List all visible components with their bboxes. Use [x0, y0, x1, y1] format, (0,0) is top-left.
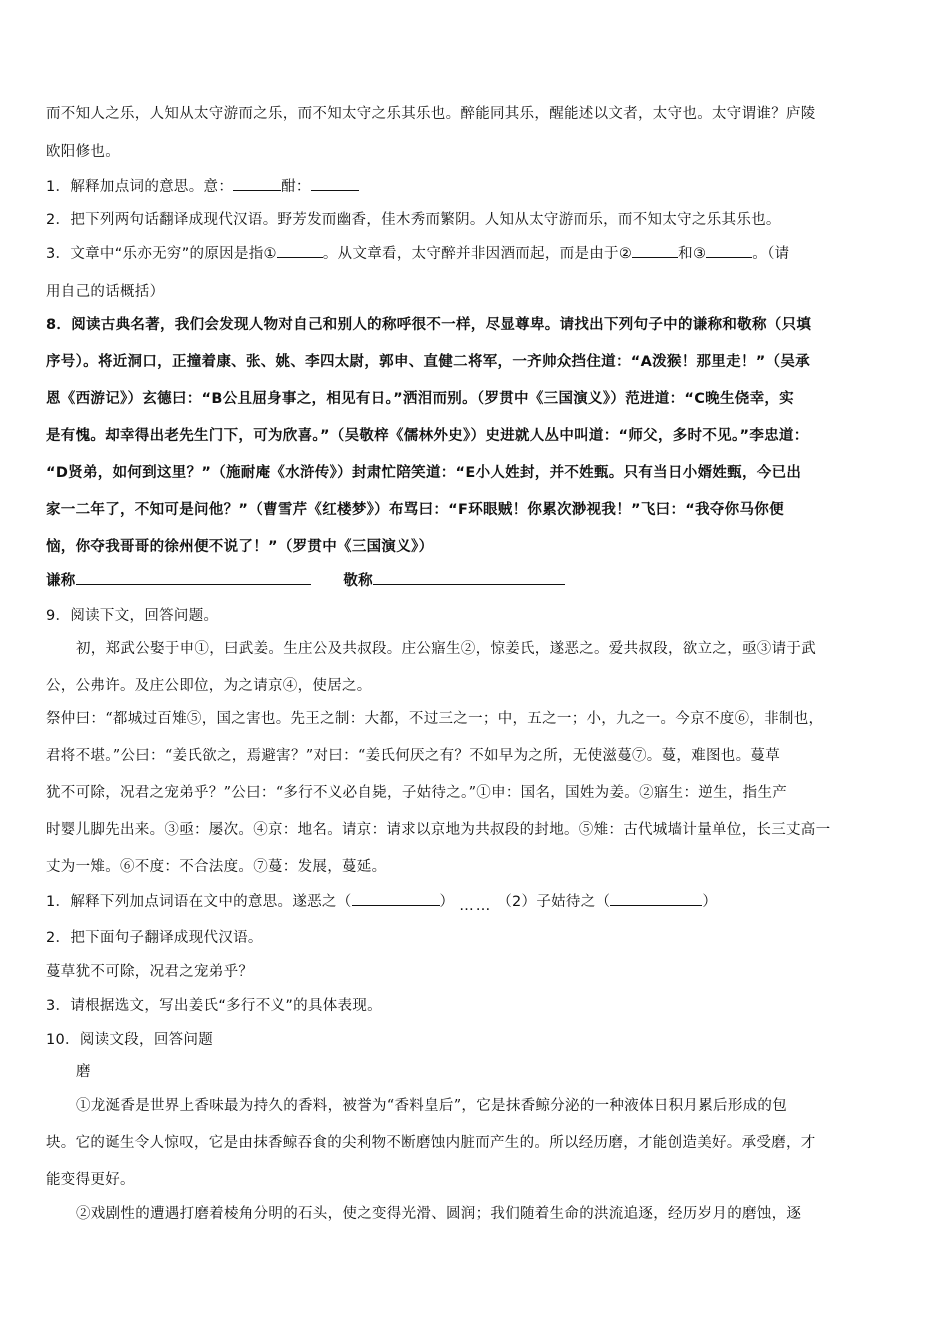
q8-line: 家一二年了，不知可是问他？”（曹雪芹《红楼梦》）布骂曰：“F环眼贼！你累次渺视我！”飞曰：“我夺你马你便: [46, 502, 784, 518]
q10-para-line: 块。它的诞生令人惊叹，它是由抹香鲸吞食的尖利物不断磨蚀内脏而产生的。所以经历磨，才能创造美好。承受磨，才: [46, 1135, 816, 1151]
answer-blank[interactable]: [632, 243, 678, 258]
q10-para-line: ②戏剧性的遭遇打磨着棱角分明的石头，使之变得光滑、圆润；我们随着生命的洪流追逐，经历岁月的磨蚀，逐: [76, 1206, 802, 1222]
passage-line: 欧阳修也。: [46, 144, 120, 160]
q9-question-2: 2．把下面句子翻译成现代汉语。: [46, 930, 263, 946]
q9-title: 9．阅读下文，回答问题。: [46, 608, 219, 624]
q8-line: 序号）。将近洞口，正撞着康、张、姚、李四太尉，郭申、直健二将军，一齐帅众挡住道：“A泼猴！那里走！”（吴承: [46, 354, 810, 370]
q9-passage-line: 时婴儿脚先出来。③亟：屡次。④京：地名。请京：请求以京地为共叔段的封地。⑤雉：古代城墙计量单位，长三丈高一: [46, 822, 831, 838]
q9-passage-line: 君将不堪。”公曰：“姜氏欲之，焉避害？”对曰：“姜氏何厌之有？不如早为之所，无使滋蔓⑦。蔓，难图也。蔓草: [46, 748, 780, 764]
q8-line: “D贤弟，如何到这里？”（施耐庵《水浒传》）封肃忙陪笑道：“E小人姓封，并不姓甄。只有当日小婿姓甄，今已出: [46, 465, 802, 481]
answer-blank[interactable]: [706, 243, 752, 258]
q9-passage-line: 犹不可除，况君之宠弟乎？”公曰：“多行不义必自毙，子姑待之。”①申：国名，国姓为姜。②寤生：逆生，指生产: [46, 785, 788, 801]
q9-passage-line: 祭仲曰：“都城过百雉⑤，国之害也。先王之制：大都，不过三之一；中，五之一；小，九之一。今京不度⑥，非制也，: [46, 711, 824, 727]
q8-line: 恼，你夺我哥哥的徐州便不说了！”（罗贯中《三国演义》）: [46, 539, 434, 555]
answer-blank[interactable]: [233, 176, 281, 191]
q8-line: 8．阅读古典名著，我们会发现人物对自己和别人的称呼很不一样，尽显尊卑。请找出下列句子中的谦称和敬称（只填: [46, 317, 812, 333]
answer-blank[interactable]: [311, 176, 359, 191]
answer-blank[interactable]: [277, 243, 323, 258]
question-3: 3．文章中“乐亦无穷”的原因是指① 。从文章看，太守醉并非因酒而起，而是由于② 和③ 。（请: [46, 242, 789, 263]
q9-question-3: 3．请根据选文，写出姜氏“多行不义”的具体表现。: [46, 998, 382, 1014]
question-2: 2．把下列两句话翻译成现代汉语。野芳发而幽香，佳木秀而繁阴。人知从太守游而乐，而不知太守之乐其乐也。: [46, 212, 781, 228]
question-1: 1．解释加点词的意思。意： 酣：: [46, 175, 359, 196]
humble-answer-blank[interactable]: [76, 570, 311, 585]
q9-passage-line: 丈为一雉。⑥不度：不合法度。⑦蔓：发展，蔓延。: [46, 859, 387, 875]
q10-title: 10．阅读文段，回答问题: [46, 1032, 214, 1048]
answer-blank[interactable]: [610, 891, 702, 906]
q9-passage-line: 公，公弗许。及庄公即位，为之请京④，使居之。: [46, 678, 372, 694]
q8-line: 恩《西游记》）玄德曰：“B公且屈身事之，相见有日。”洒泪而别。（罗贯中《三国演义》）范进道：“C晚生侥幸，实: [46, 391, 794, 407]
answer-blank[interactable]: [352, 891, 440, 906]
question-3-cont: 用自己的话概括）: [46, 284, 165, 300]
q9-passage-line: 初，郑武公娶于申①，曰武姜。生庄公及共叔段。庄公寤生②，惊姜氏，遂恶之。爱共叔段，欲立之，亟③请于武: [76, 641, 816, 657]
honorific-answer-blank[interactable]: [373, 570, 565, 585]
q10-para-line: 能变得更好。: [46, 1172, 135, 1188]
q9-question-1: 1．解释下列加点词语在文中的意思。遂恶之（ ） …… （2）子姑待之（ ）: [46, 890, 717, 914]
q8-answer-row: 谦称 敬称: [46, 569, 565, 590]
passage-line: 而不知人之乐，人知从太守游而之乐，而不知太守之乐其乐也。醉能同其乐，醒能述以文者，太守也。太守谓谁？庐陵: [46, 106, 816, 122]
q9-sentence: 蔓草犹不可除，况君之宠弟乎？: [46, 964, 254, 980]
q8-line: 是有愧。却幸得出老先生门下，可为欣喜。”（吴敬梓《儒林外史》）史进就人丛中叫道：“师父，多时不见。”李忠道：: [46, 428, 809, 444]
q10-heading: 磨: [76, 1064, 91, 1080]
q10-para-line: ①龙涎香是世界上香味最为持久的香料，被誉为“香料皇后”，它是抹香鲸分泌的一种液体日积月累后形成的包: [76, 1098, 788, 1114]
